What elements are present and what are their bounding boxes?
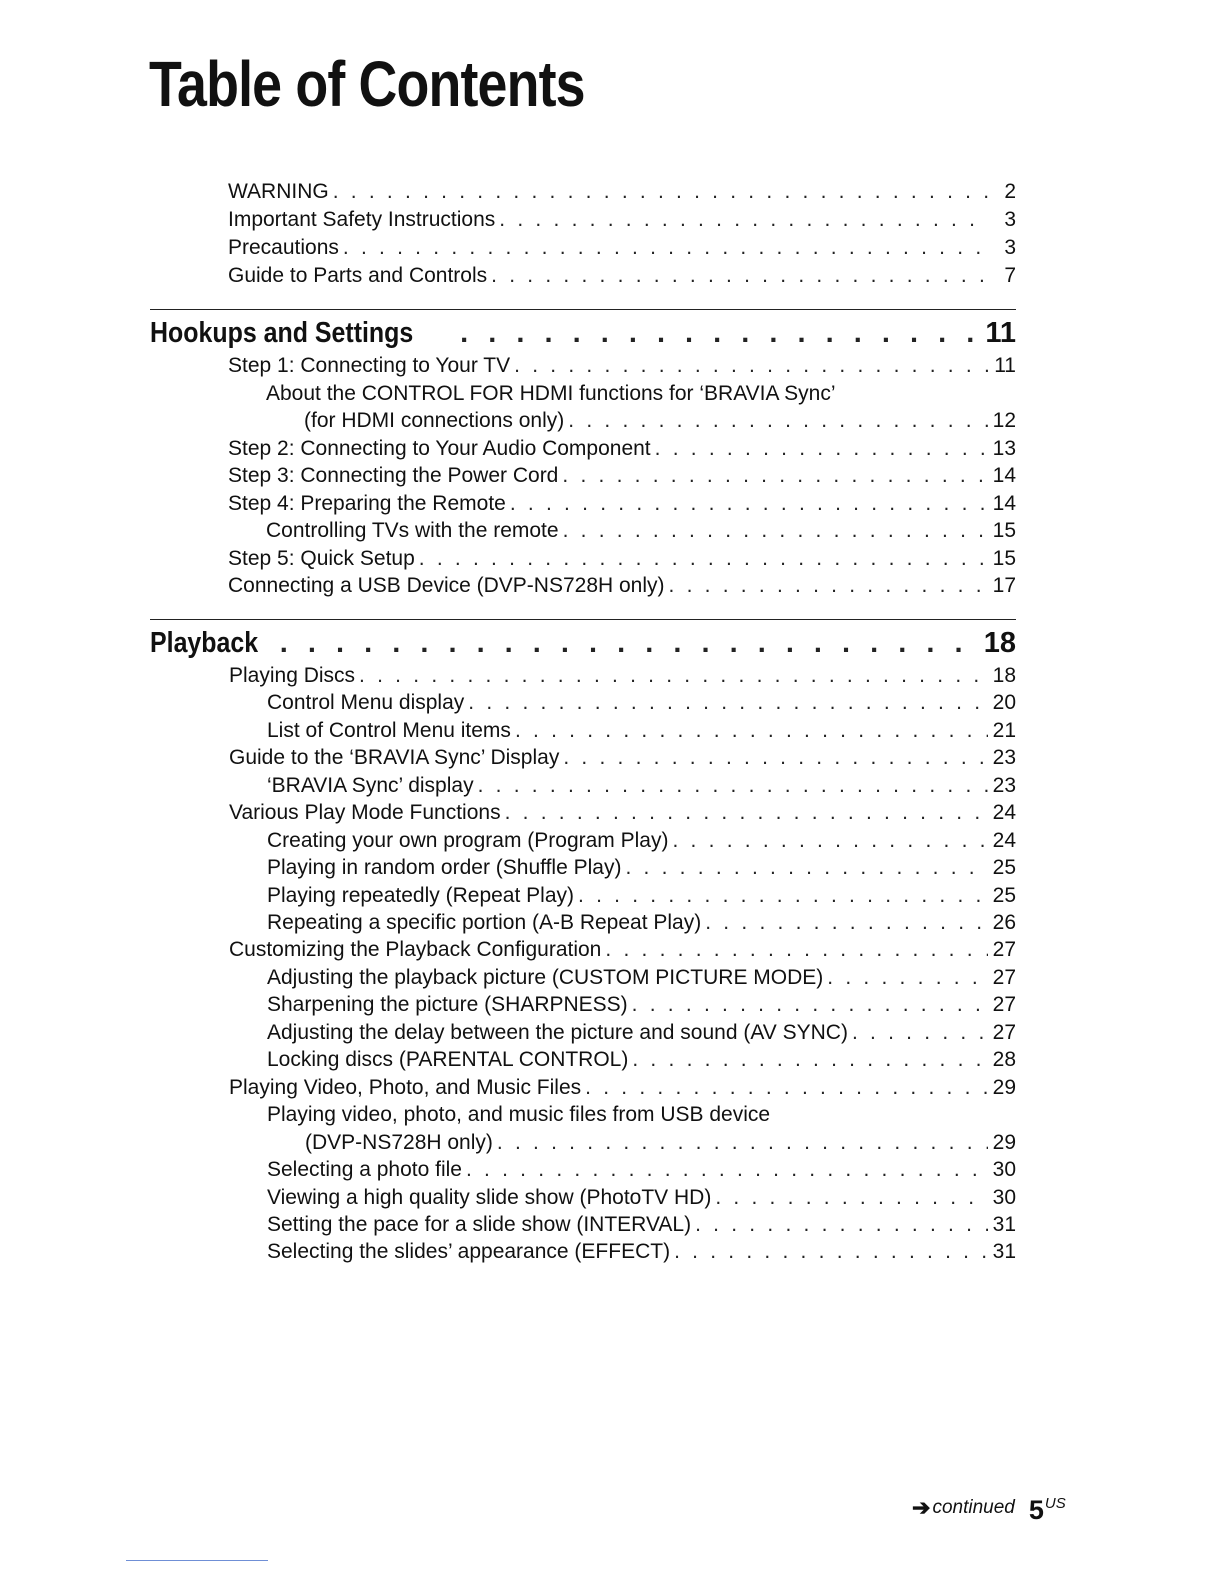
section-heading-label: Playback: [150, 627, 259, 659]
toc-entry-label: Selecting a photo file: [267, 1158, 462, 1181]
section-heading-playback[interactable]: [150, 626, 1016, 660]
page-number-suffix: US: [1044, 1495, 1066, 1512]
toc-entry-page: 23: [992, 774, 1016, 797]
page-title: Table of Contents: [149, 48, 585, 120]
toc-entry-page: 25: [992, 856, 1016, 879]
dot-leader: [585, 1074, 988, 1101]
toc-entry-effect[interactable]: [267, 1238, 1016, 1265]
toc-entry-label: WARNING: [228, 180, 329, 203]
toc-entry-page: 24: [992, 829, 1016, 852]
toc-entry-page: 29: [992, 1131, 1016, 1154]
continued-label: continued: [932, 1497, 1015, 1518]
toc-entry-label: Viewing a high quality slide show (PhotoTV HD): [267, 1186, 712, 1209]
toc-entry-label: Control Menu display: [267, 691, 465, 714]
toc-entry-page: 27: [992, 966, 1016, 989]
toc-entry-page: 21: [992, 719, 1016, 742]
toc-entry-page: 3: [1004, 208, 1016, 231]
toc-entry-page: 23: [992, 746, 1016, 769]
toc-entry-playing-discs[interactable]: [229, 662, 1016, 689]
toc-entry-playback-config[interactable]: [229, 936, 1016, 963]
dot-leader: [563, 517, 988, 544]
toc-entry-label: Step 4: Preparing the Remote: [228, 492, 506, 515]
toc-entry-page: 28: [992, 1048, 1016, 1071]
toc-entry-repeat-play[interactable]: [267, 882, 1016, 909]
section-heading-page: 11: [985, 317, 1016, 349]
toc-entry-page: 11: [994, 354, 1016, 377]
dot-leader: [632, 991, 988, 1018]
toc-entry-bravia-display[interactable]: [267, 772, 1016, 799]
dot-leader: [359, 662, 988, 689]
toc-entry-page: 30: [992, 1158, 1016, 1181]
toc-entry-page: 13: [992, 437, 1016, 460]
toc-entry-control-hdmi-line1[interactable]: About the CONTROL FOR HDMI functions for ‘BRAVIA Sync’: [266, 382, 836, 405]
toc-entry-label: Guide to the ‘BRAVIA Sync’ Display: [229, 746, 560, 769]
dot-leader: [625, 854, 988, 881]
toc-entry-label: Locking discs (PARENTAL CONTROL): [267, 1048, 629, 1071]
dot-leader: [468, 689, 988, 716]
toc-entry-photo-file[interactable]: [267, 1156, 1016, 1183]
dot-leader: [568, 407, 988, 434]
toc-entry-safety[interactable]: [228, 206, 1016, 233]
dot-leader: [672, 827, 988, 854]
toc-entry-page: 27: [992, 938, 1016, 961]
toc-entry-label: Important Safety Instructions: [228, 208, 496, 231]
section-divider: [150, 619, 1016, 620]
toc-entry-label: Controlling TVs with the remote: [266, 519, 559, 542]
dot-leader: [466, 1156, 988, 1183]
toc-entry-precautions[interactable]: [228, 234, 1016, 261]
dot-leader: [510, 490, 988, 517]
toc-entry-label: Guide to Parts and Controls: [228, 264, 488, 287]
toc-entry-page: 25: [992, 884, 1016, 907]
dot-leader: [563, 744, 988, 771]
dot-leader: [655, 435, 988, 462]
toc-entry-page: 15: [992, 547, 1016, 570]
dot-leader: [674, 1238, 988, 1265]
page-footer: [912, 1495, 1066, 1525]
toc-entry-label: Creating your own program (Program Play): [267, 829, 669, 852]
dot-leader: [705, 909, 988, 936]
dot-leader: [578, 882, 988, 909]
dot-leader: [715, 1184, 988, 1211]
toc-entry-custom-picture[interactable]: [267, 964, 1016, 991]
dot-leader: [827, 964, 988, 991]
toc-entry-warning[interactable]: [228, 178, 1016, 205]
dot-leader: [419, 545, 988, 572]
dot-leader: [852, 1019, 988, 1046]
dot-leader: [497, 1129, 988, 1156]
toc-entry-label: Customizing the Playback Configuration: [229, 938, 602, 961]
toc-entry-label: Step 1: Connecting to Your TV: [228, 354, 511, 377]
toc-entry-page: 20: [992, 691, 1016, 714]
toc-entry-label: Connecting a USB Device (DVP-NS728H only): [228, 574, 665, 597]
toc-entry-page: 2: [1004, 180, 1016, 203]
section-divider: [150, 309, 1016, 310]
page-number: 5: [1028, 1495, 1044, 1525]
toc-entry-step1[interactable]: [228, 352, 1016, 379]
toc-entry-label: (DVP-NS728H only): [305, 1131, 493, 1154]
footer-rule: [126, 1560, 268, 1561]
toc-entry-label: Sharpening the picture (SHARPNESS): [267, 993, 628, 1016]
toc-entry-label: Precautions: [228, 236, 339, 259]
dot-leader: [491, 262, 988, 289]
toc-entry-page: 3: [1004, 236, 1016, 259]
toc-entry-label: Playing in random order (Shuffle Play): [267, 856, 622, 879]
toc-entry-program-play[interactable]: [267, 827, 1016, 854]
dot-leader: [695, 1211, 988, 1238]
toc-entry-ab-repeat[interactable]: [267, 909, 1016, 936]
toc-entry-label: Step 2: Connecting to Your Audio Component: [228, 437, 651, 460]
toc-entry-label: Step 5: Quick Setup: [228, 547, 415, 570]
dot-leader: [343, 234, 988, 261]
dot-leader: [499, 206, 988, 233]
toc-entry-play-mode[interactable]: [229, 799, 1016, 826]
dot-leader: [460, 316, 981, 350]
section-heading-hookups[interactable]: [150, 316, 1016, 350]
toc-entry-av-sync[interactable]: [267, 1019, 1016, 1046]
toc-entry-page: 14: [992, 464, 1016, 487]
toc-entry-label: Playing Discs: [229, 664, 356, 687]
toc-entry-step4[interactable]: [228, 490, 1016, 517]
toc-entry-usb-device[interactable]: [228, 572, 1016, 599]
toc-entry-label: Playing Video, Photo, and Music Files: [229, 1076, 582, 1099]
toc-entry-control-menu-items[interactable]: [267, 717, 1016, 744]
toc-entry-control-menu-display[interactable]: [267, 689, 1016, 716]
dot-leader: [505, 799, 988, 826]
toc-entry-step5[interactable]: [228, 545, 1016, 572]
toc-entry-page: 18: [992, 664, 1016, 687]
toc-entry-guide-parts[interactable]: [228, 262, 1016, 289]
toc-entry-phototv-hd[interactable]: [267, 1184, 1016, 1211]
toc-entry-label: Various Play Mode Functions: [229, 801, 501, 824]
toc-entry-step3[interactable]: [228, 462, 1016, 489]
toc-entry-page: 14: [992, 492, 1016, 515]
toc-entry-page: 17: [992, 574, 1016, 597]
toc-entry-control-hdmi-line2[interactable]: [304, 407, 1016, 434]
dot-leader: [478, 772, 988, 799]
toc-entry-label: ‘BRAVIA Sync’ display: [267, 774, 474, 797]
toc-entry-page: 31: [992, 1240, 1016, 1263]
dot-leader: [280, 626, 980, 660]
toc-entry-label: Adjusting the playback picture (CUSTOM PICTURE MODE): [267, 966, 824, 989]
toc-entry-page: 26: [992, 911, 1016, 934]
toc-entry-label: Repeating a specific portion (A-B Repeat Play): [267, 911, 702, 934]
toc-entry-video-photo-music[interactable]: [229, 1074, 1016, 1101]
toc-entry-page: 7: [1004, 264, 1016, 287]
toc-entry-page: 12: [992, 409, 1016, 432]
toc-entry-controlling-tvs[interactable]: [266, 517, 1016, 544]
dot-leader: [515, 717, 988, 744]
toc-entry-step2[interactable]: [228, 435, 1016, 462]
toc-entry-page: 15: [992, 519, 1016, 542]
toc-entry-label: (for HDMI connections only): [304, 409, 565, 432]
dot-leader: [632, 1046, 988, 1073]
toc-entry-label: Selecting the slides’ appearance (EFFECT): [267, 1240, 671, 1263]
toc-entry-page: 30: [992, 1186, 1016, 1209]
toc-entry-sharpness[interactable]: [267, 991, 1016, 1018]
toc-entry-usb-files-line1[interactable]: Playing video, photo, and music files from USB device: [267, 1103, 771, 1126]
toc-entry-page: 31: [992, 1213, 1016, 1236]
dot-leader: [562, 462, 988, 489]
toc-entry-label: Step 3: Connecting the Power Cord: [228, 464, 559, 487]
toc-entry-interval[interactable]: [267, 1211, 1016, 1238]
dot-leader: [333, 178, 988, 205]
toc-entry-label: Adjusting the delay between the picture and sound (AV SYNC): [267, 1021, 848, 1044]
section-heading-label: Hookups and Settings: [150, 317, 414, 349]
toc-entry-label: List of Control Menu items: [267, 719, 511, 742]
toc-entry-label: Setting the pace for a slide show (INTERVAL): [267, 1213, 692, 1236]
arrow-right-icon: ➔: [912, 1495, 931, 1520]
toc-entry-shuffle-play[interactable]: [267, 854, 1016, 881]
toc-entry-page: 27: [992, 993, 1016, 1016]
toc-entry-page: 24: [992, 801, 1016, 824]
toc-entry-label: Playing repeatedly (Repeat Play): [267, 884, 575, 907]
toc-entry-page: 27: [992, 1021, 1016, 1044]
toc-entry-parental-control[interactable]: [267, 1046, 1016, 1073]
dot-leader: [669, 572, 988, 599]
toc-entry-page: 29: [992, 1076, 1016, 1099]
dot-leader: [514, 352, 988, 379]
toc-entry-usb-files-line2[interactable]: [305, 1129, 1016, 1156]
dot-leader: [605, 936, 988, 963]
toc-entry-bravia-guide[interactable]: [229, 744, 1016, 771]
section-heading-page: 18: [983, 627, 1016, 659]
